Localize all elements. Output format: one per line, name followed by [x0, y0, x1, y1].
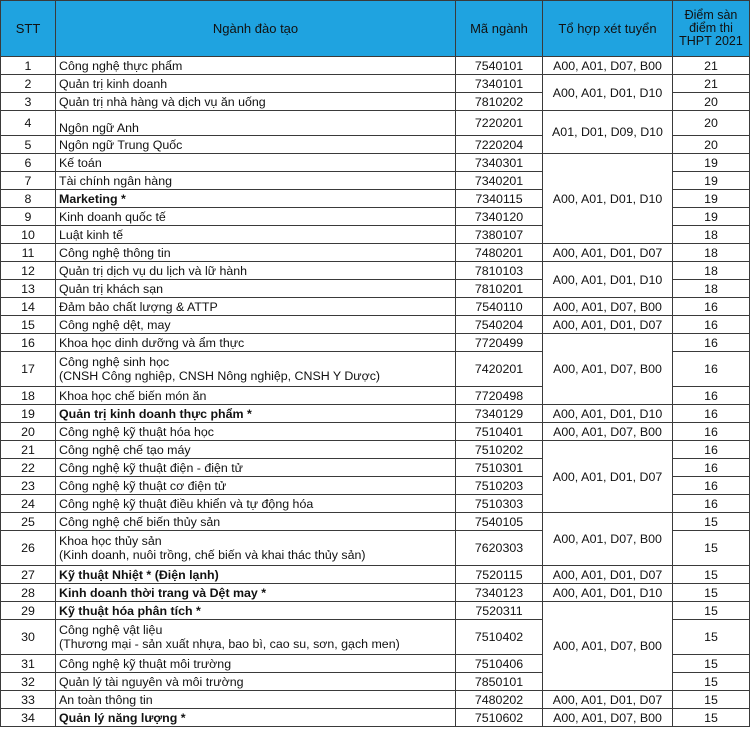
table-row: [1, 334, 750, 352]
row-stt: 17: [1, 352, 56, 387]
header-score-line1: Điểm sàn: [684, 8, 738, 22]
table-row: [1, 244, 750, 262]
row-score: 19: [673, 190, 750, 208]
table-row: [1, 405, 750, 423]
row-program-name-line2: (Kinh doanh, nuôi trồng, chế biến và khai thác thủy sản): [59, 548, 366, 562]
row-program-name: Luật kinh tế: [56, 226, 456, 244]
row-program-name: Quản lý năng lượng *: [56, 709, 456, 727]
table-row: [1, 316, 750, 334]
row-stt: 10: [1, 226, 56, 244]
row-score: 18: [673, 226, 750, 244]
header-score-line3: THPT 2021: [679, 34, 743, 48]
row-code: 7510406: [456, 655, 543, 673]
row-stt: 19: [1, 405, 56, 423]
row-stt: 25: [1, 513, 56, 531]
row-program-name: Công nghệ kỹ thuật hóa học: [56, 423, 456, 441]
row-score: 16: [673, 334, 750, 352]
row-score: 18: [673, 280, 750, 298]
table-header-row: [1, 1, 750, 57]
row-stt: 18: [1, 387, 56, 405]
row-score: 16: [673, 387, 750, 405]
row-stt: 15: [1, 316, 56, 334]
row-program-name: Quản trị kinh doanh: [56, 75, 456, 93]
row-program-name: [56, 620, 456, 655]
row-stt: 34: [1, 709, 56, 727]
row-code: 7510202: [456, 441, 543, 459]
row-code: 7340101: [456, 75, 543, 93]
row-code: 7850101: [456, 673, 543, 691]
row-program-name: Kỹ thuật hóa phân tích *: [56, 602, 456, 620]
row-score: 15: [673, 566, 750, 584]
row-score: 18: [673, 262, 750, 280]
row-code: 7520311: [456, 602, 543, 620]
row-stt: 26: [1, 531, 56, 566]
row-program-name: Marketing *: [56, 190, 456, 208]
row-stt: 12: [1, 262, 56, 280]
row-combination: A00, A01, D01, D07: [543, 441, 673, 513]
row-stt: 21: [1, 441, 56, 459]
table-row: [1, 584, 750, 602]
row-code: 7340201: [456, 172, 543, 190]
row-score: 16: [673, 459, 750, 477]
row-combination: A01, D01, D09, D10: [543, 111, 673, 154]
row-stt: 14: [1, 298, 56, 316]
row-combination: A00, A01, D07, B00: [543, 602, 673, 691]
row-stt: 5: [1, 136, 56, 154]
table-row: [1, 441, 750, 459]
row-score: 16: [673, 298, 750, 316]
row-code: 7720499: [456, 334, 543, 352]
row-program-name: [56, 531, 456, 566]
row-program-name: Khoa học dinh dưỡng và ẩm thực: [56, 334, 456, 352]
row-score: 15: [673, 531, 750, 566]
row-stt: 1: [1, 57, 56, 75]
row-code: 7810202: [456, 93, 543, 111]
row-program-name: Quản trị kinh doanh thực phẩm *: [56, 405, 456, 423]
row-code: 7510301: [456, 459, 543, 477]
row-combination: A00, A01, D01, D10: [543, 584, 673, 602]
row-program-name-line2: (Thương mại - sản xuất nhựa, bao bì, cao su, sơn, gạch men): [59, 637, 400, 651]
row-combination: A00, A01, D07, B00: [543, 423, 673, 441]
table-row: [1, 566, 750, 584]
row-score: 21: [673, 75, 750, 93]
row-program-name-line2: (CNSH Công nghiệp, CNSH Nông nghiệp, CNSH Y Dược): [59, 369, 381, 383]
row-program-name: [56, 352, 456, 387]
row-combination: A00, A01, D01, D07: [543, 244, 673, 262]
row-score: 16: [673, 423, 750, 441]
row-program-name: Quản trị nhà hàng và dịch vụ ăn uống: [56, 93, 456, 111]
row-score: 15: [673, 655, 750, 673]
row-code: 7510602: [456, 709, 543, 727]
row-code: 7380107: [456, 226, 543, 244]
row-code: 7510401: [456, 423, 543, 441]
row-code: 7620303: [456, 531, 543, 566]
row-program-name: Đảm bảo chất lượng & ATTP: [56, 298, 456, 316]
row-code: 7340115: [456, 190, 543, 208]
row-score: 16: [673, 495, 750, 513]
row-program-name: Công nghệ dệt, may: [56, 316, 456, 334]
row-stt: 33: [1, 691, 56, 709]
row-stt: 11: [1, 244, 56, 262]
row-code: 7810103: [456, 262, 543, 280]
row-score: 19: [673, 208, 750, 226]
row-stt: 6: [1, 154, 56, 172]
row-score: 20: [673, 136, 750, 154]
table-row: [1, 262, 750, 280]
row-stt: 29: [1, 602, 56, 620]
row-combination: A00, A01, D07, B00: [543, 334, 673, 405]
header-combination: Tổ hợp xét tuyển: [543, 1, 673, 57]
row-program-name: Công nghệ thông tin: [56, 244, 456, 262]
table-row: [1, 154, 750, 172]
row-program-name: Kinh doanh thời trang và Dệt may *: [56, 584, 456, 602]
row-program-name: An toàn thông tin: [56, 691, 456, 709]
row-program-name: Ngôn ngữ Anh: [56, 111, 456, 136]
row-code: 7520115: [456, 566, 543, 584]
row-program-name: Kế toán: [56, 154, 456, 172]
row-program-name-line1: Khoa học thủy sản: [59, 534, 162, 548]
row-combination: A00, A01, D01, D07: [543, 316, 673, 334]
row-stt: 24: [1, 495, 56, 513]
row-combination: A00, A01, D07, B00: [543, 298, 673, 316]
row-combination: A00, A01, D01, D07: [543, 691, 673, 709]
row-code: 7510303: [456, 495, 543, 513]
row-code: 7220201: [456, 111, 543, 136]
header-score-line2: điểm thi: [689, 21, 733, 35]
table-row: [1, 602, 750, 620]
row-score: 15: [673, 691, 750, 709]
table-row: [1, 709, 750, 727]
row-score: 16: [673, 352, 750, 387]
row-code: 7540101: [456, 57, 543, 75]
header-program: Ngành đào tạo: [56, 1, 456, 57]
row-code: 7540204: [456, 316, 543, 334]
header-code: Mã ngành: [456, 1, 543, 57]
row-score: 21: [673, 57, 750, 75]
row-code: 7540110: [456, 298, 543, 316]
row-code: 7510402: [456, 620, 543, 655]
row-program-name: Quản trị khách sạn: [56, 280, 456, 298]
row-score: 16: [673, 441, 750, 459]
header-score: [673, 1, 750, 57]
table-row: [1, 111, 750, 136]
row-score: 16: [673, 405, 750, 423]
row-stt: 8: [1, 190, 56, 208]
row-stt: 30: [1, 620, 56, 655]
row-score: 19: [673, 172, 750, 190]
row-program-name: Khoa học chế biến món ăn: [56, 387, 456, 405]
row-score: 16: [673, 316, 750, 334]
row-code: 7340120: [456, 208, 543, 226]
row-combination: A00, A01, D07, B00: [543, 709, 673, 727]
row-program-name: Công nghệ kỹ thuật cơ điện tử: [56, 477, 456, 495]
row-code: 7510203: [456, 477, 543, 495]
header-stt: STT: [1, 1, 56, 57]
row-combination: A00, A01, D01, D10: [543, 262, 673, 298]
row-program-name: Công nghệ chế tạo máy: [56, 441, 456, 459]
row-program-name: Ngôn ngữ Trung Quốc: [56, 136, 456, 154]
row-program-name: Công nghệ kỹ thuật điện - điện tử: [56, 459, 456, 477]
table-row: [1, 75, 750, 93]
row-score: 15: [673, 673, 750, 691]
row-stt: 22: [1, 459, 56, 477]
row-program-name: Kỹ thuật Nhiệt * (Điện lạnh): [56, 566, 456, 584]
row-program-name: Công nghệ kỹ thuật điều khiển và tự động hóa: [56, 495, 456, 513]
row-score: 15: [673, 584, 750, 602]
row-program-name: Quản lý tài nguyên và môi trường: [56, 673, 456, 691]
row-stt: 3: [1, 93, 56, 111]
table-row: [1, 691, 750, 709]
row-program-name-line1: Công nghệ sinh học: [59, 355, 170, 369]
row-program-name: Kinh doanh quốc tế: [56, 208, 456, 226]
row-code: 7540105: [456, 513, 543, 531]
row-stt: 13: [1, 280, 56, 298]
row-score: 15: [673, 709, 750, 727]
row-code: 7720498: [456, 387, 543, 405]
row-score: 16: [673, 477, 750, 495]
row-code: 7810201: [456, 280, 543, 298]
row-score: 19: [673, 154, 750, 172]
row-stt: 7: [1, 172, 56, 190]
row-score: 15: [673, 513, 750, 531]
row-combination: A00, A01, D01, D10: [543, 75, 673, 111]
row-score: 20: [673, 93, 750, 111]
row-program-name: Công nghệ chế biến thủy sản: [56, 513, 456, 531]
row-program-name: Tài chính ngân hàng: [56, 172, 456, 190]
row-stt: 20: [1, 423, 56, 441]
row-stt: 2: [1, 75, 56, 93]
row-program-name-line1: Công nghệ vật liệu: [59, 623, 163, 637]
row-score: 18: [673, 244, 750, 262]
row-combination: A00, A01, D07, B00: [543, 57, 673, 75]
row-combination: A00, A01, D07, B00: [543, 513, 673, 566]
row-combination: A00, A01, D01, D07: [543, 566, 673, 584]
row-code: 7340129: [456, 405, 543, 423]
row-program-name: Quản trị dịch vụ du lịch và lữ hành: [56, 262, 456, 280]
row-code: 7340301: [456, 154, 543, 172]
row-code: 7340123: [456, 584, 543, 602]
row-code: 7220204: [456, 136, 543, 154]
row-score: 20: [673, 111, 750, 136]
table-row: [1, 57, 750, 75]
row-stt: 31: [1, 655, 56, 673]
row-stt: 28: [1, 584, 56, 602]
row-stt: 4: [1, 111, 56, 136]
row-stt: 27: [1, 566, 56, 584]
row-stt: 16: [1, 334, 56, 352]
row-stt: 32: [1, 673, 56, 691]
row-stt: 9: [1, 208, 56, 226]
row-code: 7480201: [456, 244, 543, 262]
table-row: [1, 513, 750, 531]
row-stt: 23: [1, 477, 56, 495]
row-combination: A00, A01, D01, D10: [543, 405, 673, 423]
row-program-name: Công nghệ kỹ thuật môi trường: [56, 655, 456, 673]
row-program-name: Công nghệ thực phẩm: [56, 57, 456, 75]
table-row: [1, 298, 750, 316]
row-score: 15: [673, 602, 750, 620]
row-score: 15: [673, 620, 750, 655]
table-row: [1, 423, 750, 441]
row-code: 7420201: [456, 352, 543, 387]
row-combination: A00, A01, D01, D10: [543, 154, 673, 244]
row-code: 7480202: [456, 691, 543, 709]
